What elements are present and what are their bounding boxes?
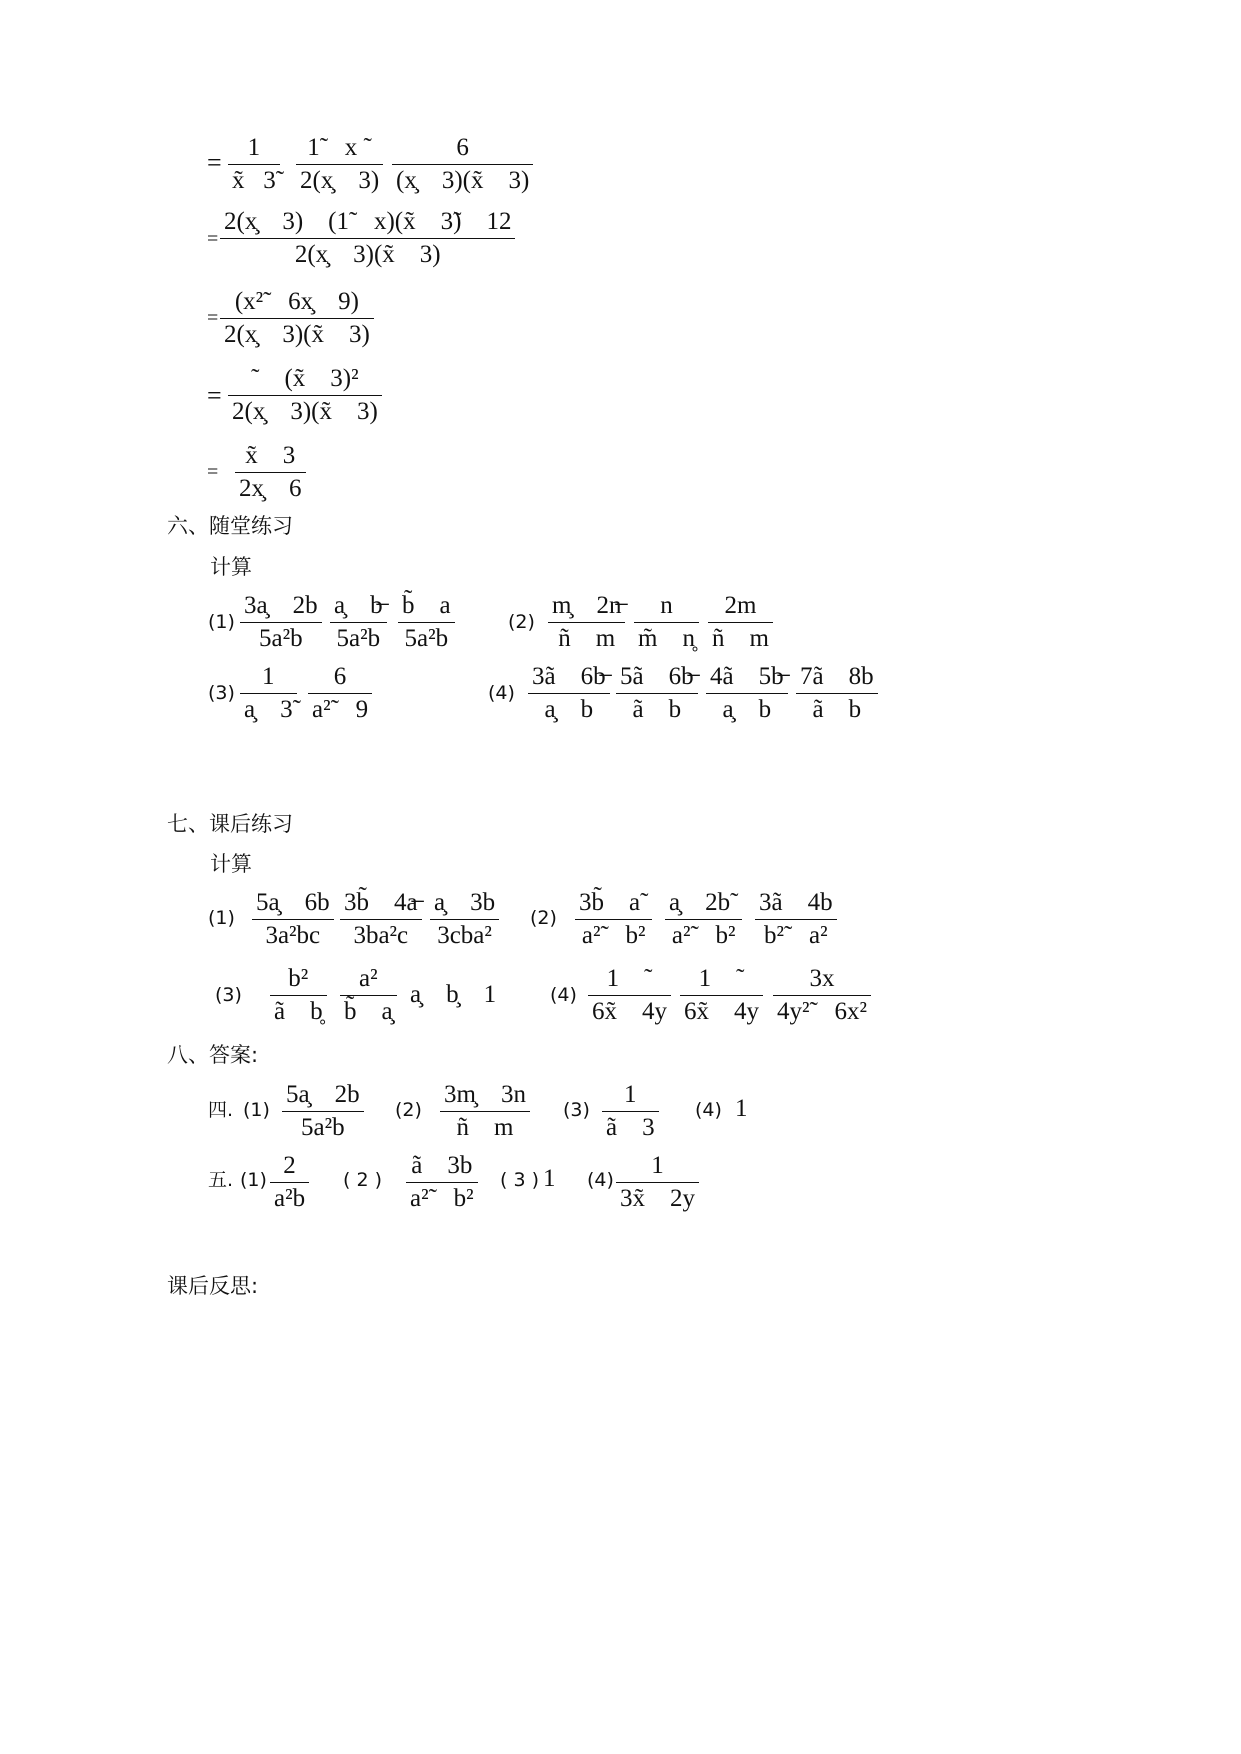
numerator: 3b̃ a˜ — [579, 889, 649, 916]
denominator: a²̃ b² — [671, 922, 736, 949]
fraction — [240, 661, 297, 726]
denominator: 3a²bc — [265, 922, 321, 949]
equals-sign: = — [207, 228, 219, 250]
denominator: 2(x̧ 3) — [300, 167, 380, 194]
fraction — [398, 590, 455, 655]
denominator: ã b — [632, 696, 682, 723]
fraction — [706, 661, 788, 726]
denominator: 5a²b — [404, 625, 449, 652]
numerator: b² — [288, 965, 309, 992]
numerator: 2m — [724, 592, 757, 619]
denominator: m̃ n̥ — [638, 625, 695, 652]
numerator: (x²̃ 6x̧ 9) — [234, 288, 359, 315]
numerator: 1 ˜ — [606, 965, 653, 992]
answer-prefix: 四. — [208, 1099, 234, 1121]
numerator: 7ã 8b — [800, 663, 874, 690]
answer-prefix: 五. — [208, 1169, 234, 1191]
denominator: ñ m — [712, 625, 769, 652]
denominator: a̧ 3̃ — [244, 696, 293, 723]
denominator: (x̧ 3)(x̃ 3) — [396, 167, 530, 194]
denominator: ã b̥ — [274, 998, 323, 1025]
fraction — [796, 661, 878, 726]
denominator: ã 3 — [606, 1114, 655, 1141]
equals-sign: = — [207, 461, 219, 483]
fraction — [528, 661, 610, 726]
fraction — [665, 887, 742, 952]
numerator: 6 — [456, 134, 469, 161]
fraction — [340, 887, 422, 952]
problem-label: (4) — [550, 984, 577, 1006]
denominator: a²̃ b² — [410, 1185, 474, 1212]
fraction — [235, 440, 306, 505]
numerator: 6 — [333, 663, 347, 690]
denominator: 5a²b — [301, 1114, 345, 1141]
fraction — [548, 590, 625, 655]
section-title: 六、随堂练习 — [167, 514, 293, 538]
denominator: ñ m — [558, 625, 616, 652]
problem-label: (4) — [488, 682, 515, 704]
denominator: b̃ a̧ — [344, 998, 393, 1025]
fraction — [755, 887, 837, 952]
numerator: 2 — [283, 1152, 296, 1179]
fraction — [430, 887, 499, 952]
fraction — [240, 590, 322, 655]
fraction — [773, 963, 871, 1028]
answer-label: (3) — [563, 1099, 590, 1121]
numerator: 1̃ x ˜ — [307, 134, 372, 161]
denominator: 6x̃ 4y — [592, 998, 667, 1025]
fraction — [575, 887, 652, 952]
numerator: m̧ 2n̶ — [552, 592, 622, 619]
section-title: 七、课后练习 — [167, 812, 293, 836]
denominator: 2(x̧ 3)(x̃ 3) — [224, 321, 370, 348]
numerator: 3a̧ 2b — [244, 592, 318, 619]
numerator: ã 3b — [411, 1152, 473, 1179]
numerator: 3ã 4b — [759, 889, 833, 916]
answer-label: ( 3 ) — [500, 1169, 539, 1191]
fraction — [406, 1150, 478, 1215]
numerator: a̧ 2b˜ — [669, 889, 739, 916]
numerator: 5a̧ 2b — [286, 1081, 360, 1108]
fraction — [440, 1079, 530, 1144]
denominator: 6x̃ 4y — [684, 998, 759, 1025]
numerator: a² — [359, 965, 378, 992]
fraction — [602, 1079, 659, 1144]
problem-label: (2) — [530, 907, 557, 929]
numerator: 1 — [651, 1152, 664, 1179]
denominator: 5a²b — [336, 625, 381, 652]
numerator: 2(x̧ 3) (1̃ x)(x̃ 3̃) 12 — [224, 208, 512, 235]
denominator: a²b — [274, 1185, 306, 1212]
numerator: n — [660, 592, 673, 619]
problem-label: (3) — [215, 984, 242, 1006]
fraction — [252, 887, 334, 952]
answer-label: (1) — [240, 1169, 267, 1191]
numerator: 3m̧ 3n — [444, 1081, 526, 1108]
fraction — [308, 661, 372, 726]
fraction — [270, 1150, 309, 1215]
subheading: 计算 — [210, 852, 252, 876]
denominator: 3x̃ 2y — [620, 1185, 695, 1212]
numerator: 3b̃ 4a̶ — [344, 889, 418, 916]
denominator: 3ba²c — [353, 922, 409, 949]
equals-sign: = — [207, 381, 222, 410]
denominator: b²̃ a² — [764, 922, 828, 949]
answer-label: ( 2 ) — [343, 1169, 382, 1191]
fraction — [616, 661, 698, 726]
fraction — [616, 1150, 699, 1215]
numerator: b̃ a — [402, 592, 451, 619]
fraction — [296, 132, 383, 197]
answer-label: (4) — [587, 1169, 614, 1191]
fraction — [680, 963, 763, 1028]
denominator: a̧ b — [722, 696, 772, 723]
numerator: 3ã 6b̶ — [532, 663, 606, 690]
fraction — [270, 963, 327, 1028]
denominator: a²̃ 9 — [312, 696, 369, 723]
denominator: 2(x̧ 3)(x̃ 3) — [294, 241, 441, 268]
denominator: 5a²b — [259, 625, 303, 652]
numerator: 1 — [262, 663, 275, 690]
denominator: 3cba² — [437, 922, 492, 949]
reflection-heading: 课后反思: — [167, 1274, 259, 1298]
answer-value: 1 — [543, 1165, 556, 1192]
numerator: 3x — [809, 965, 835, 992]
denominator: 4y²̃ 6x² — [777, 998, 867, 1025]
denominator: 2(x̧ 3)(x̃ 3) — [232, 398, 378, 425]
equals-sign: = — [207, 148, 222, 177]
problem-label: (1) — [208, 611, 235, 633]
problem-label: (3) — [208, 682, 235, 704]
fraction — [634, 590, 699, 655]
fraction — [220, 206, 515, 271]
problem-label: (2) — [508, 611, 535, 633]
subheading: 计算 — [210, 555, 252, 579]
fraction — [588, 963, 671, 1028]
denominator: 2x̧ 6 — [239, 475, 302, 502]
answer-label: (4) — [695, 1099, 722, 1121]
equals-sign: = — [207, 307, 219, 329]
numerator: ˜ (x̃ 3)² — [251, 365, 359, 392]
numerator: 1 — [247, 134, 261, 161]
denominator: ñ m — [456, 1114, 514, 1141]
answer-label: (2) — [395, 1099, 422, 1121]
numerator: 4ã 5b̶ — [710, 663, 784, 690]
denominator: x̃ 3̃ — [232, 167, 276, 194]
numerator: 5a̧ 6b — [256, 889, 330, 916]
numerator: 5ã 6b̶ — [620, 663, 694, 690]
fraction — [392, 132, 533, 197]
numerator: 1 ˜ — [698, 965, 745, 992]
expression-tail: a̧ b̧ 1 — [410, 981, 497, 1008]
fraction — [228, 363, 382, 428]
fraction — [708, 590, 773, 655]
numerator: x̃ 3 — [245, 442, 296, 469]
answer-label: (1) — [243, 1099, 270, 1121]
problem-label: (1) — [208, 907, 235, 929]
fraction — [220, 286, 374, 351]
fraction — [330, 590, 387, 655]
numerator: a̧ 3b — [434, 889, 496, 916]
answer-value: 1 — [735, 1095, 748, 1122]
numerator: a̧ b̶ — [334, 592, 383, 619]
fraction — [228, 132, 280, 197]
section-title: 八、答案: — [167, 1043, 259, 1067]
fraction — [340, 963, 397, 1028]
denominator: ã b — [812, 696, 862, 723]
denominator: a²̃ b² — [581, 922, 646, 949]
numerator: 1 — [624, 1081, 637, 1108]
denominator: a̧ b — [544, 696, 594, 723]
fraction — [282, 1079, 364, 1144]
